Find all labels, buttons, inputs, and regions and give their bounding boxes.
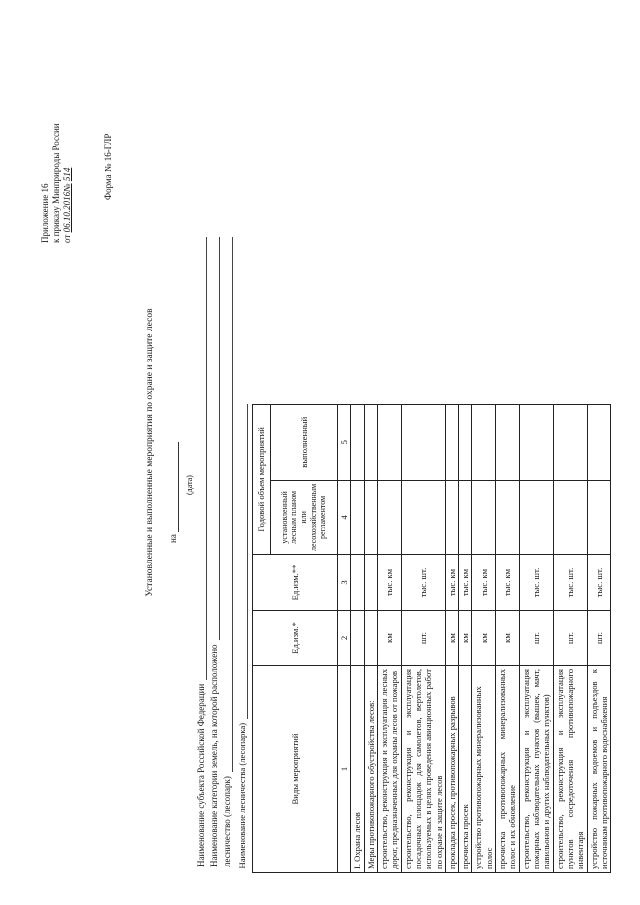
row-unit1: км: [445, 611, 458, 666]
row-done-cell: [377, 404, 401, 480]
row-done-cell: [364, 404, 377, 480]
appendix-header: [40, 23, 72, 243]
row-activity: строительство, реконструкция и эксплуатация лесных дорог, предназначенных для охраны лесов от пожаров: [377, 666, 401, 873]
row-unit1: шт.: [401, 611, 445, 666]
row-planned-cell: [445, 480, 458, 554]
row-unit1: км: [377, 611, 401, 666]
meta-subject: [194, 237, 207, 867]
header-done: выполненный: [270, 404, 337, 480]
col-number-2: 2: [338, 611, 351, 666]
row-unit2: [351, 555, 364, 611]
document-title: Установленные и выполненные мероприятия по охране и защите лесов: [145, 308, 155, 597]
col-number-1: 1: [338, 666, 351, 873]
row-done-cell: [351, 404, 364, 480]
row-planned-cell: [459, 480, 472, 554]
row-activity: I. Охрана лесов: [351, 666, 364, 873]
row-unit2: тыс. км: [445, 555, 458, 611]
row-done-cell: [519, 404, 553, 480]
row-unit2: тыс. км: [377, 555, 401, 611]
forestry-label: Наименование лесничества (лесопарка): [237, 722, 248, 869]
order-date-line: [62, 23, 73, 243]
table-row: [364, 404, 377, 872]
date-line: [168, 442, 179, 543]
row-done-cell: [553, 404, 587, 480]
row-activity: строительство, реконструкция и эксплуатация пунктов сосредоточения противопожарного инвентаря: [553, 666, 587, 873]
meta-land-category-label-2: лесничество (лесопарк): [222, 776, 233, 867]
row-unit1: [364, 611, 377, 666]
col-number-4: 4: [338, 480, 351, 554]
row-done-cell: [496, 404, 520, 480]
row-done-cell: [472, 404, 496, 480]
row-planned-cell: [472, 480, 496, 554]
order-reference: к приказу Минприроды России: [50, 123, 61, 243]
appendix-label: Приложение 16: [40, 183, 50, 243]
row-activity: строительство, реконструкция и эксплуатация пожарных наблюдательных пунктов (вышек, мачт, павильонов и других наблюдательных пунктов): [519, 666, 553, 873]
order-date-prefix: от: [61, 234, 72, 243]
row-activity: прочистка противопожарных минерализованных полос и их обновление: [496, 666, 520, 873]
header-unit1: Ед.изм.*: [253, 611, 338, 666]
table-row: [401, 404, 445, 872]
meta-land-category: [207, 237, 233, 867]
table-row: [445, 404, 458, 872]
forestry-name-cell: [236, 404, 253, 872]
date-hint: (дата): [185, 475, 194, 495]
row-planned-cell: [364, 480, 377, 554]
row-unit2: тыс. шт.: [587, 555, 611, 611]
table-row: [553, 404, 587, 872]
meta-land-category-label: Наименование категории земель, на которой расположено: [209, 644, 220, 867]
row-unit1: шт.: [519, 611, 553, 666]
meta-subject-label: Наименование субъекта Российской Федерации: [196, 683, 207, 867]
row-activity: прокладка просек, противопожарных разрывов: [445, 666, 458, 873]
table-row: [351, 404, 364, 872]
table-row: [519, 404, 553, 872]
row-unit2: тыс. шт.: [401, 555, 445, 611]
row-unit1: км: [472, 611, 496, 666]
row-unit2: тыс. км: [496, 555, 520, 611]
row-unit2: тыс. шт.: [519, 555, 553, 611]
order-number-handwritten: 514: [61, 167, 72, 182]
meta-land-category-line-2: [222, 237, 233, 772]
table-row: [459, 404, 472, 872]
table-row: [496, 404, 520, 872]
row-activity: прочистка просек: [459, 666, 472, 873]
header-row-1: [253, 404, 271, 872]
header-annual: Годовой объем мероприятий: [253, 404, 271, 554]
table-row: [377, 404, 401, 872]
row-planned-cell: [377, 480, 401, 554]
table-row: [587, 404, 611, 872]
row-unit2: тыс. км: [459, 555, 472, 611]
row-planned-cell: [553, 480, 587, 554]
row-done-cell: [445, 404, 458, 480]
row-unit1: км: [496, 611, 520, 666]
activities-table: [236, 404, 611, 873]
row-planned-cell: [587, 480, 611, 554]
row-unit1: шт.: [587, 611, 611, 666]
row-unit2: [364, 555, 377, 611]
row-unit1: [351, 611, 364, 666]
header-activity: Виды мероприятий: [253, 666, 338, 873]
col-number-5: 5: [338, 404, 351, 480]
date-blank: [178, 442, 179, 532]
row-activity: Меры противопожарного обустройства лесов:: [364, 666, 377, 873]
forestry-line: [237, 404, 248, 719]
row-planned-cell: [519, 480, 553, 554]
row-unit1: шт.: [553, 611, 587, 666]
table-row: [472, 404, 496, 872]
date-prefix: на: [168, 534, 178, 543]
forestry-name-row: [236, 404, 253, 872]
row-unit1: км: [459, 611, 472, 666]
row-planned-cell: [401, 480, 445, 554]
row-planned-cell: [496, 480, 520, 554]
row-activity: устройство противопожарных минерализованных полос: [472, 666, 496, 873]
order-date-handwritten: 06.10.2016№: [61, 183, 72, 233]
form-number: Форма № 16-ГЛР: [103, 133, 113, 200]
row-done-cell: [459, 404, 472, 480]
header-unit2: Ед.изм.**: [253, 555, 338, 611]
row-activity: устройство пожарных водоемов и подъездов к источникам противопожарного водоснабжения: [587, 666, 611, 873]
row-activity: строительство, реконструкция и эксплуатация посадочных площадок для самолетов, вертолетов, используемых в целях проведения авиационных работ по охране и защите лесов: [401, 666, 445, 873]
row-unit2: тыс. шт.: [553, 555, 587, 611]
column-number-row: [338, 404, 351, 872]
row-done-cell: [401, 404, 445, 480]
row-unit2: тыс. км: [472, 555, 496, 611]
col-number-3: 3: [338, 555, 351, 611]
row-done-cell: [587, 404, 611, 480]
header-planned: установленный лесным планом или лесохозяйственным регламентом: [270, 480, 337, 554]
meta-land-category-line: [209, 237, 220, 640]
meta-subject-line: [196, 237, 207, 680]
row-planned-cell: [351, 480, 364, 554]
